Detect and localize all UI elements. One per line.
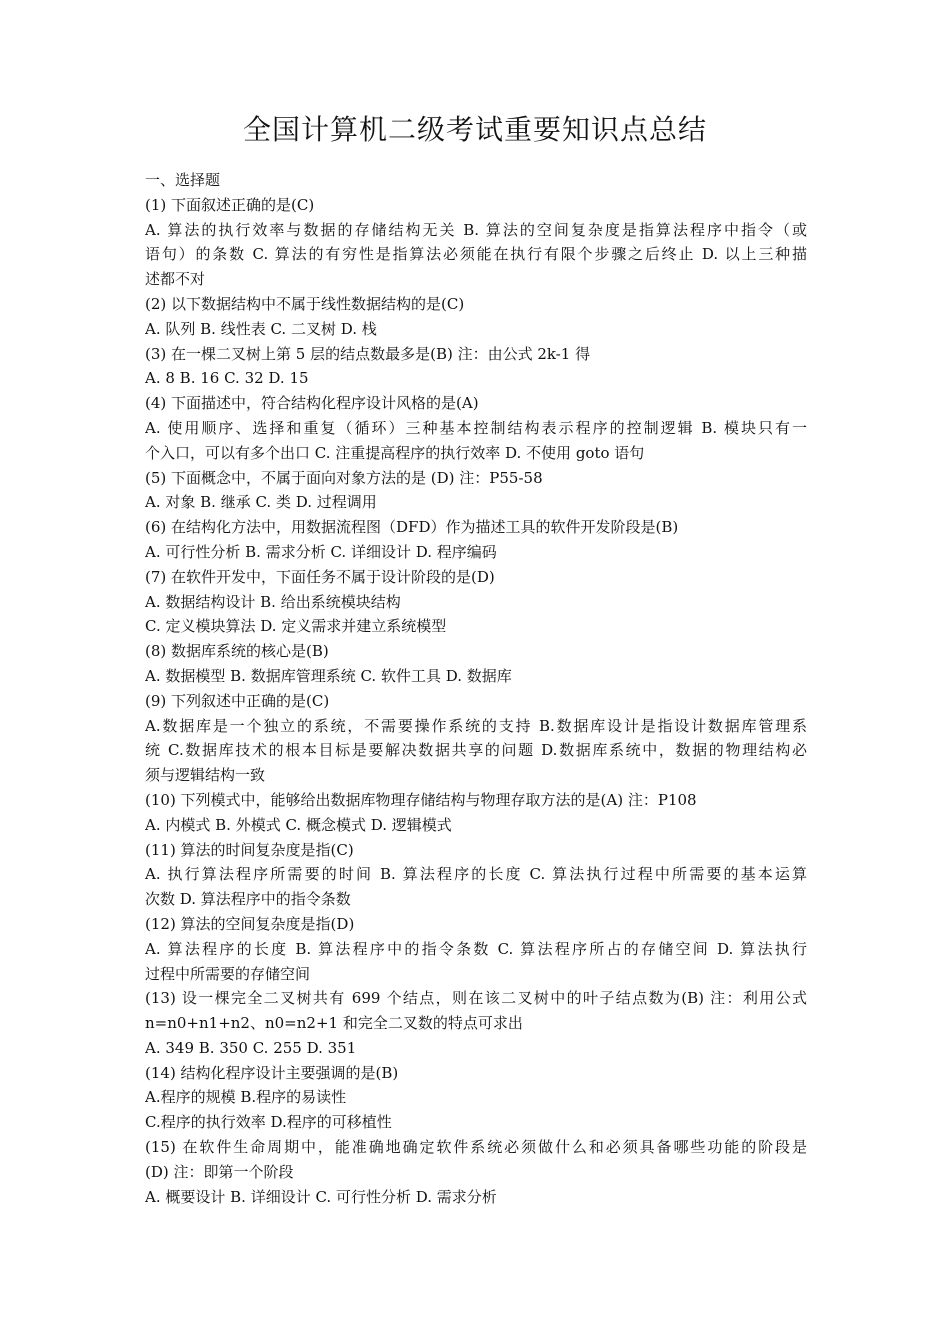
text-line: A. 内模式 B. 外模式 C. 概念模式 D. 逻辑模式 [145, 815, 452, 834]
text-line: (5) 下面概念中，不属于面向对象方法的是 (D) 注：P55-58 [145, 468, 543, 487]
text-line: n=n0+n1+n2、n0=n2+1 和完全二叉数的特点可求出 [145, 1014, 523, 1033]
text-line: 一、选择题 [145, 171, 221, 189]
text-line: C. 定义模块算法 D. 定义需求并建立系统模型 [145, 617, 447, 636]
text-line: C.程序的执行效率 D.程序的可移植性 [145, 1113, 392, 1132]
text-line: A. 8 B. 16 C. 32 D. 15 [145, 369, 309, 388]
text-line: (12) 算法的空间复杂度是指(D) [145, 914, 355, 933]
text-line: (15) 在软件生命周期中，能准确地确定软件系统必须做什么和必须具备哪些功能的阶段是 [145, 1138, 807, 1157]
text-line: A. 数据结构设计 B. 给出系统模块结构 [145, 592, 401, 611]
text-line: A. 对象 B. 继承 C. 类 D. 过程调用 [145, 493, 377, 512]
text-line: (1) 下面叙述正确的是(C) [145, 195, 315, 214]
text-line: 须与逻辑结构一致 [145, 766, 266, 785]
text-line: 述都不对 [145, 270, 206, 289]
text-line: (10) 下列模式中，能够给出数据库物理存储结构与物理存取方法的是(A) 注：P108 [145, 790, 697, 809]
text-line: A. 使用顺序、选择和重复（循环）三种基本控制结构表示程序的控制逻辑 B. 模块只有一 [145, 418, 807, 437]
text-line: (D) 注：即第一个阶段 [145, 1162, 294, 1181]
text-line: (6) 在结构化方法中，用数据流程图（DFD）作为描述工具的软件开发阶段是(B) [145, 518, 679, 537]
text-line: (13) 设一棵完全二叉树共有 699 个结点，则在该二叉树中的叶子结点数为(B) 注：利用公式 [145, 989, 807, 1008]
text-line: (9) 下列叙述中正确的是(C) [145, 691, 330, 710]
text-line: (14) 结构化程序设计主要强调的是(B) [145, 1063, 399, 1082]
text-line: A. 算法的执行效率与数据的存储结构无关 B. 算法的空间复杂度是指算法程序中指令（或 [145, 220, 807, 239]
text-line: A.数据库是一个独立的系统，不需要操作系统的支持 B.数据库设计是指设计数据库管理系 [145, 716, 807, 735]
text-line: 语句）的条数 C. 算法的有穷性是指算法必须能在执行有限个步骤之后终止 D. 以上三种描 [145, 245, 807, 264]
text-line: A. 执行算法程序所需要的时间 B. 算法程序的长度 C. 算法执行过程中所需要的基本运算 [145, 865, 807, 884]
text-line: (11) 算法的时间复杂度是指(C) [145, 840, 354, 859]
text-line: A. 数据模型 B. 数据库管理系统 C. 软件工具 D. 数据库 [145, 666, 512, 685]
document-title: 全国计算机二级考试重要知识点总结 [242, 113, 707, 146]
text-line: 次数 D. 算法程序中的指令条数 [145, 890, 351, 909]
document-body [145, 168, 807, 1209]
text-line: (7) 在软件开发中，下面任务不属于设计阶段的是(D) [145, 567, 495, 586]
text-line: A. 349 B. 350 C. 255 D. 351 [145, 1038, 357, 1057]
text-line: A. 算法程序的长度 B. 算法程序中的指令条数 C. 算法程序所占的存储空间 D. 算法执行 [145, 939, 807, 958]
text-line: (3) 在一棵二叉树上第 5 层的结点数最多是(B) 注：由公式 2k-1 得 [145, 344, 591, 363]
text-line: A.程序的规模 B.程序的易读性 [145, 1088, 347, 1107]
text-line: 个入口，可以有多个出口 C. 注重提高程序的执行效率 D. 不使用 goto 语句 [145, 443, 645, 462]
text-line: (2) 以下数据结构中不属于线性数据结构的是(C) [145, 294, 465, 313]
text-line: 过程中所需要的存储空间 [145, 964, 311, 983]
text-line: A. 概要设计 B. 详细设计 C. 可行性分析 D. 需求分析 [145, 1187, 497, 1206]
text-line: A. 队列 B. 线性表 C. 二叉树 D. 栈 [145, 319, 377, 338]
text-line: A. 可行性分析 B. 需求分析 C. 详细设计 D. 程序编码 [145, 542, 497, 561]
text-line: (8) 数据库系统的核心是(B) [145, 642, 329, 661]
text-line: (4) 下面描述中，符合结构化程序设计风格的是(A) [145, 394, 479, 413]
text-line: 统 C.数据库技术的根本目标是要解决数据共享的问题 D.数据库系统中，数据的物理结构必 [145, 741, 807, 760]
